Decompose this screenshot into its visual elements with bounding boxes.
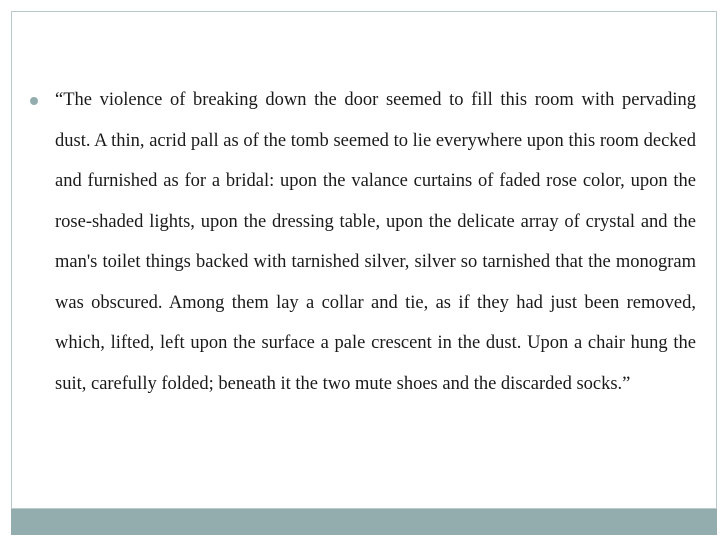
footer-bar [11,509,717,535]
slide-content [30,80,696,490]
bullet-icon [30,97,38,105]
quote-text: “The violence of breaking down the door seemed to fill this room with pervading dust. A thin, acrid pall as of the tomb seemed to lie everywhere upon this room decked and furnished as for a bridal: upon the valance curtains of faded rose color, upon the rose-shaded lights, upon the dressing table, upon the delicate array of crystal and the man's toilet things backed with tarnished silver, silver so tarnished that the monogram was obscured. Among them lay a collar and tie, as if they had just been removed, which, lifted, left upon the surface a pale crescent in the dust. Upon a chair hung the suit, carefully folded; beneath it the two mute shoes and the discarded socks.” [55,90,696,394]
